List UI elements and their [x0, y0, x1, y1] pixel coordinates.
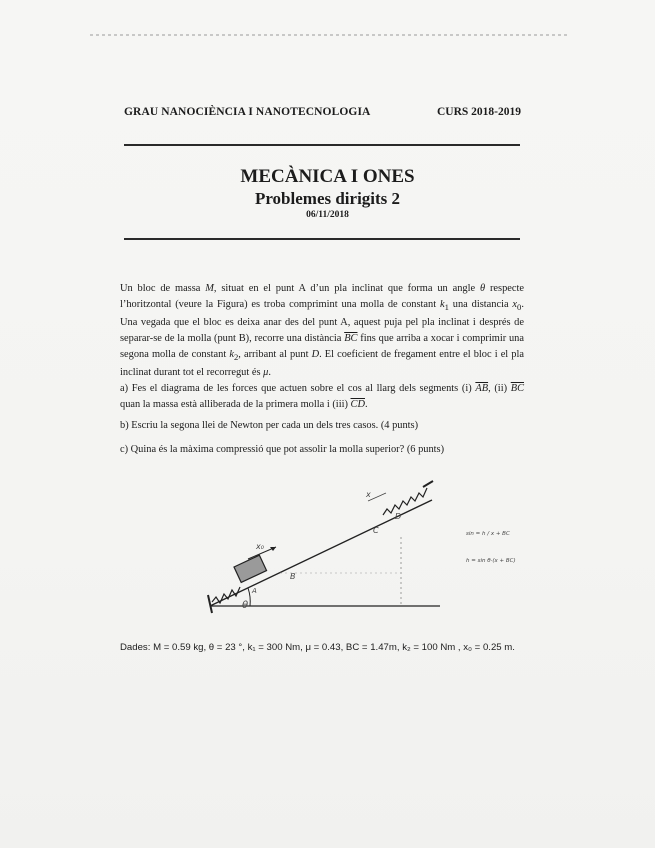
question-a: a) Fes el diagrama de les forces que actuen sobre el cos al llarg dels segments (i) $\overline{AB}$, (ii) $\overline{BC}$ quan la massa està alliberada de la primera molla i (iii) $\overline{CD}$.	[120, 383, 524, 410]
divider-bottom	[124, 238, 520, 240]
question-c: c) Quina és la màxima compressió que pot assolir la molla superior? (6 punts)	[120, 444, 445, 455]
lower-spring	[212, 587, 240, 603]
question-b: b) Escriu la segona llei de Newton per cada un dels tres casos. (4 punts)	[120, 420, 419, 431]
document-subtitle: Problemes dirigits 2	[254, 189, 401, 208]
label-B: B	[290, 572, 296, 581]
problem-statement: Un bloc de massa M, situat en el punt A d’un pla inclinat que forma un angle θ respecte l’horitzontal (veure la Figura) es troba comprimint una molla de constant $k_1$ una distancia $x_0$. Una vegada que el bloc es deixa anar des del punt A, aquest puja pel pla inclinat i després de separar-se de la molla (punt B), recorre una distància $\overline{BC}$ fins que arriba a xocar i comprimir una segona molla de constant $k_2$, arribant al punt D. El coeficient de fregament entre el bloc i el pla inclinat durant tot el recorregut és μ.	[120, 283, 524, 379]
label-A: A	[252, 587, 257, 595]
document-date: 06/11/2018	[306, 210, 349, 220]
upper-spring	[383, 488, 427, 515]
label-theta: θ	[242, 600, 249, 611]
handwritten-note-1: sin = h / x + BC	[466, 531, 510, 537]
divider-top	[124, 144, 520, 146]
label-x0: x₀	[256, 542, 264, 551]
lower-wall	[208, 595, 212, 613]
scan-edge-artifact	[90, 34, 570, 36]
header-course-year: CURS 2018-2019	[437, 106, 522, 118]
document-title: MECÀNICA I ONES	[240, 166, 415, 187]
label-C: C	[373, 526, 379, 535]
angle-arc	[248, 588, 250, 606]
block-m	[234, 555, 267, 582]
label-D: D	[395, 512, 402, 521]
inclined-plane-figure	[190, 475, 560, 625]
given-data: Dades: M = 0.59 kg, θ = 23 °, k₁ = 300 Nm, μ = 0.43, BC = 1.47m, k₂ = 100 Nm , x₀ = 0.25 m.	[120, 642, 515, 653]
upper-wall	[423, 481, 433, 487]
handwritten-note-2: h = sin θ·(x + BC)	[466, 558, 516, 564]
label-x: x	[366, 490, 371, 499]
header-degree: GRAU NANOCIÈNCIA I NANOTECNOLOGIA	[124, 106, 371, 118]
